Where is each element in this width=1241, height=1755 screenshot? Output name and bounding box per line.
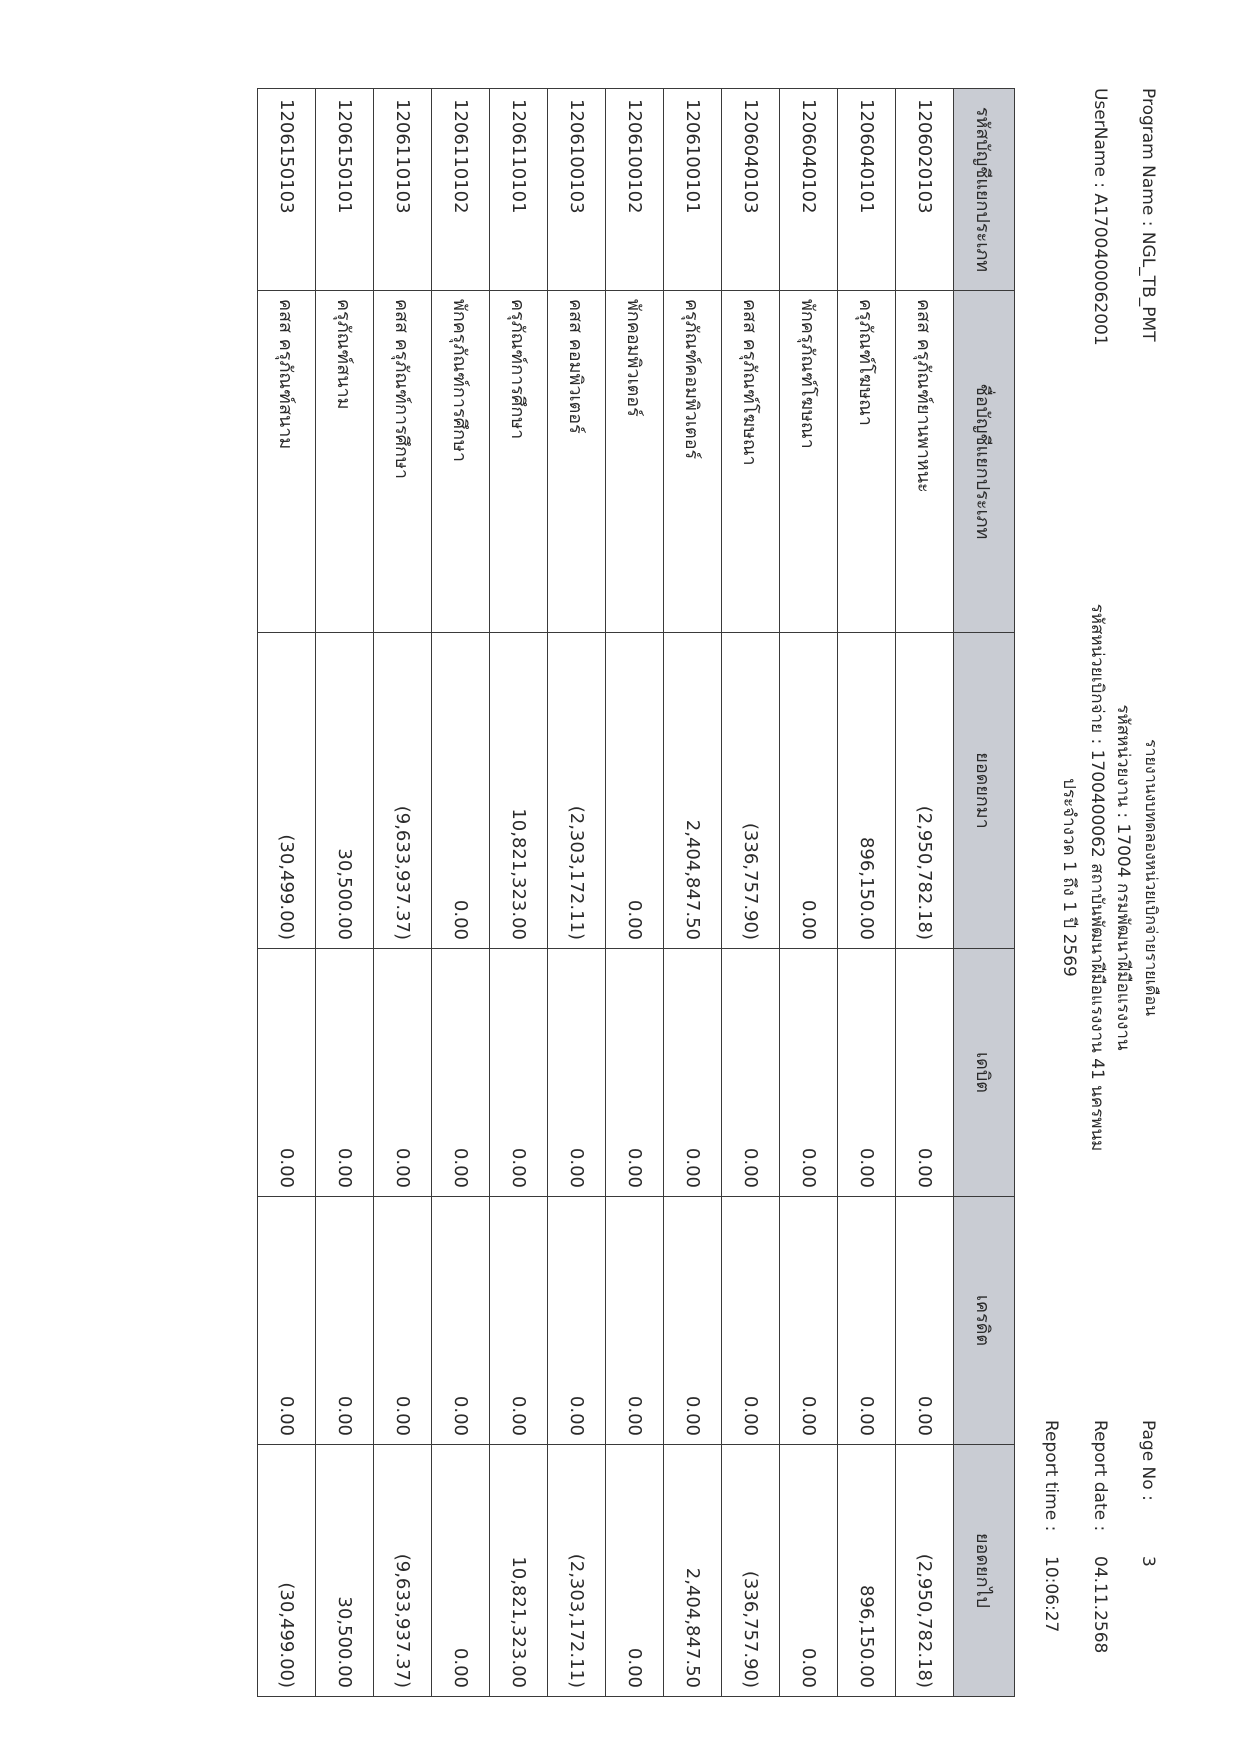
- table-row: [722, 89, 780, 1697]
- brought-forward-cell: 0.00: [606, 633, 664, 949]
- program-name: Program Name : NGL_TB_PMT: [1138, 88, 1158, 342]
- header-account-code: รหัสบัญชีแยกประเภท: [954, 89, 1015, 291]
- brought-forward-cell: 896,150.00: [838, 633, 896, 949]
- table-row: [548, 89, 606, 1697]
- report-title: รายงานงบทดลองหน่วยเบิกจ่ายรายเดือน: [1142, 738, 1161, 1017]
- report-date: [1090, 1420, 1110, 1653]
- table-row: [838, 89, 896, 1697]
- username: UserName : A1700400062001: [1090, 88, 1110, 346]
- credit-cell: 0.00: [838, 1197, 896, 1445]
- header-credit: เครดิต: [954, 1197, 1015, 1445]
- debit-cell: 0.00: [432, 949, 490, 1197]
- header-account-name: ชื่อบัญชีแยกประเภท: [954, 291, 1015, 633]
- brought-forward-cell: 0.00: [432, 633, 490, 949]
- account-name-cell: ครุภัณฑ์สนาม: [316, 291, 374, 633]
- account-code-cell: 1206040102: [780, 89, 838, 291]
- debit-cell: 0.00: [258, 949, 316, 1197]
- table-row: [606, 89, 664, 1697]
- carried-forward-cell: (336,757.90): [722, 1445, 780, 1697]
- table-row: [374, 89, 432, 1697]
- carried-forward-cell: 2,404,847.50: [664, 1445, 722, 1697]
- account-name-cell: คสส ครุภัณฑ์สนาม: [258, 291, 316, 633]
- brought-forward-cell: 30,500.00: [316, 633, 374, 949]
- header-debit: เดบิต: [954, 949, 1015, 1197]
- table-row: [664, 89, 722, 1697]
- credit-cell: 0.00: [664, 1197, 722, 1445]
- credit-cell: 0.00: [316, 1197, 374, 1445]
- carried-forward-cell: 30,500.00: [316, 1445, 374, 1697]
- debit-cell: 0.00: [838, 949, 896, 1197]
- account-name-cell: คสส คอมพิวเตอร์: [548, 291, 606, 633]
- account-name-cell: พักครุภัณฑ์โฆษณา: [780, 291, 838, 633]
- credit-cell: 0.00: [258, 1197, 316, 1445]
- account-name-cell: ครุภัณฑ์การศึกษา: [490, 291, 548, 633]
- account-code-cell: 1206110103: [374, 89, 432, 291]
- debit-cell: 0.00: [490, 949, 548, 1197]
- trial-balance-table: [257, 88, 1015, 1697]
- report-date-label: Report date :: [1090, 1420, 1110, 1532]
- report-time-value: 10:06:27: [1041, 1556, 1061, 1633]
- carried-forward-cell: (2,303,172.11): [548, 1445, 606, 1697]
- account-code-cell: 1206150103: [258, 89, 316, 291]
- brought-forward-cell: (9,633,937.37): [374, 633, 432, 949]
- table-body: [258, 89, 954, 1697]
- brought-forward-cell: (30,499.00): [258, 633, 316, 949]
- department-line: รหัสหน่วยงาน : 17004 กรมพัฒนาฝีมือแรงงาน: [1113, 704, 1133, 1051]
- account-code-cell: 1206110102: [432, 89, 490, 291]
- account-code-cell: 1206100103: [548, 89, 606, 291]
- account-code-cell: 1206100101: [664, 89, 722, 291]
- account-code-cell: 1206100102: [606, 89, 664, 291]
- page-number-value: 3: [1138, 1556, 1158, 1567]
- credit-cell: 0.00: [432, 1197, 490, 1445]
- carried-forward-cell: 896,150.00: [838, 1445, 896, 1697]
- carried-forward-cell: 0.00: [432, 1445, 490, 1697]
- credit-cell: 0.00: [606, 1197, 664, 1445]
- account-name-cell: ครุภัณฑ์คอมพิวเตอร์: [664, 291, 722, 633]
- debit-cell: 0.00: [780, 949, 838, 1197]
- report-time: [1041, 1420, 1061, 1632]
- header-brought-forward: ยอดยกมา: [954, 633, 1015, 949]
- credit-cell: 0.00: [548, 1197, 606, 1445]
- report-time-label: Report time :: [1041, 1420, 1061, 1532]
- brought-forward-cell: 0.00: [780, 633, 838, 949]
- credit-cell: 0.00: [780, 1197, 838, 1445]
- carried-forward-cell: (30,499.00): [258, 1445, 316, 1697]
- disbursing-unit-line: รหัสหน่วยเบิกจ่าย : 1700400062 สถาบันพัฒนาฝีมือแรงงาน 41 นครพนม: [1087, 603, 1107, 1152]
- account-code-cell: 1206040103: [722, 89, 780, 291]
- brought-forward-cell: (2,950,782.18): [896, 633, 954, 949]
- account-name-cell: พักคอมพิวเตอร์: [606, 291, 664, 633]
- table-header-row: [954, 89, 1015, 1697]
- debit-cell: 0.00: [664, 949, 722, 1197]
- page-number-label: Page No :: [1138, 1420, 1158, 1501]
- account-code-cell: 1206040101: [838, 89, 896, 291]
- carried-forward-cell: 0.00: [606, 1445, 664, 1697]
- carried-forward-cell: (2,950,782.18): [896, 1445, 954, 1697]
- account-name-cell: คสส ครุภัณฑ์โฆษณา: [722, 291, 780, 633]
- carried-forward-cell: (9,633,937.37): [374, 1445, 432, 1697]
- table-row: [896, 89, 954, 1697]
- carried-forward-cell: 10,821,323.00: [490, 1445, 548, 1697]
- table-row: [780, 89, 838, 1697]
- debit-cell: 0.00: [722, 949, 780, 1197]
- credit-cell: 0.00: [374, 1197, 432, 1445]
- debit-cell: 0.00: [548, 949, 606, 1197]
- account-code-cell: 1206020103: [896, 89, 954, 291]
- brought-forward-cell: (336,757.90): [722, 633, 780, 949]
- debit-cell: 0.00: [374, 949, 432, 1197]
- debit-cell: 0.00: [896, 949, 954, 1197]
- credit-cell: 0.00: [896, 1197, 954, 1445]
- debit-cell: 0.00: [316, 949, 374, 1197]
- period-line: ประจำงวด 1 ถึง 1 ปี 2569: [1059, 778, 1079, 977]
- brought-forward-cell: 2,404,847.50: [664, 633, 722, 949]
- account-name-cell: พักครุภัณฑ์การศึกษา: [432, 291, 490, 633]
- account-name-cell: ครุภัณฑ์โฆษณา: [838, 291, 896, 633]
- report-date-value: 04.11.2568: [1090, 1556, 1110, 1654]
- page-number: [1138, 1420, 1158, 1567]
- table-row: [490, 89, 548, 1697]
- debit-cell: 0.00: [606, 949, 664, 1197]
- account-name-cell: คสส ครุภัณฑ์ยานพาหนะ: [896, 291, 954, 633]
- account-name-cell: คสส ครุภัณฑ์การศึกษา: [374, 291, 432, 633]
- credit-cell: 0.00: [722, 1197, 780, 1445]
- account-code-cell: 1206110101: [490, 89, 548, 291]
- brought-forward-cell: (2,303,172.11): [548, 633, 606, 949]
- table-row: [258, 89, 316, 1697]
- carried-forward-cell: 0.00: [780, 1445, 838, 1697]
- table-row: [432, 89, 490, 1697]
- account-code-cell: 1206150101: [316, 89, 374, 291]
- credit-cell: 0.00: [490, 1197, 548, 1445]
- brought-forward-cell: 10,821,323.00: [490, 633, 548, 949]
- table-row: [316, 89, 374, 1697]
- header-carried-forward: ยอดยกไป: [954, 1445, 1015, 1697]
